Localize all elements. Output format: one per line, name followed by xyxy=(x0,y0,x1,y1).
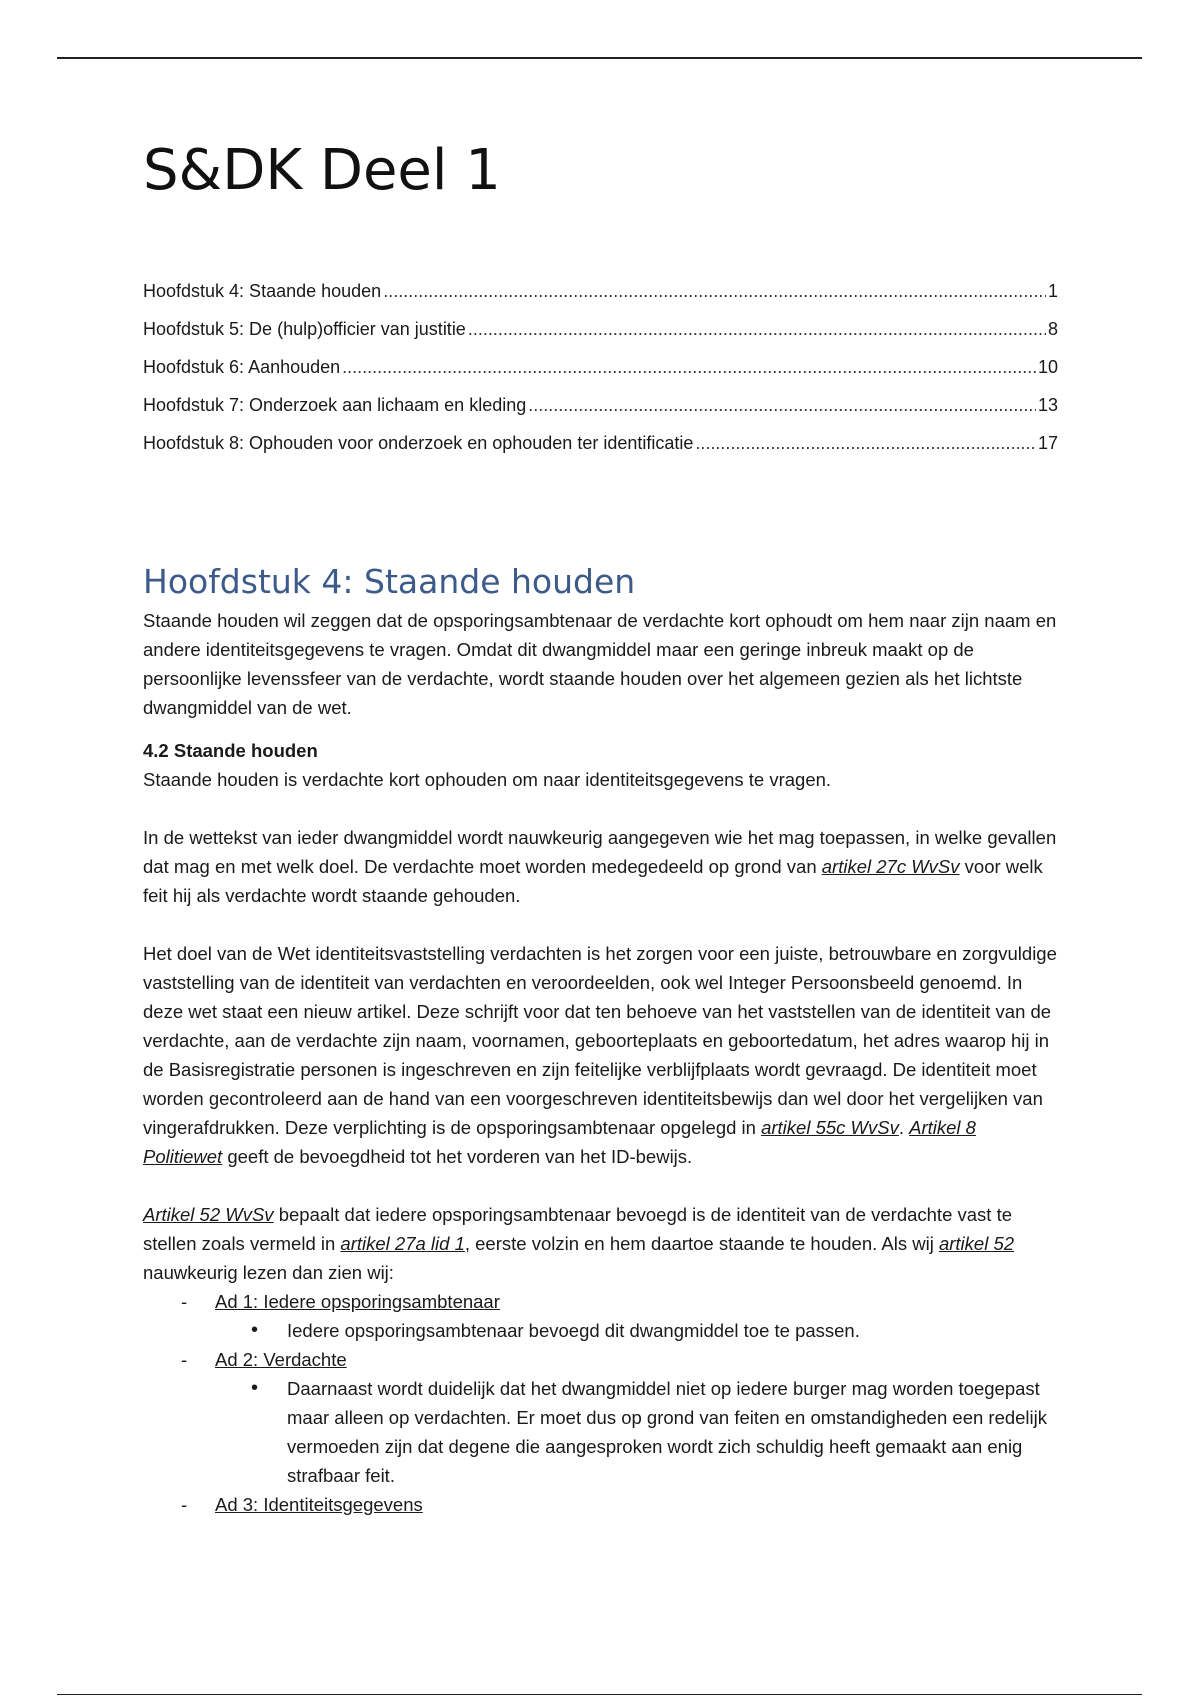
law-reference-link[interactable]: artikel 27c WvSv xyxy=(821,855,960,877)
article-elements-list xyxy=(143,1287,1058,1519)
table-of-contents xyxy=(143,272,1058,462)
text: geeft de bevoegdheid tot het vorderen van het ID-bewijs. xyxy=(222,1145,693,1167)
list-item: • Iedere opsporingsambtenaar bevoegd dit dwangmiddel toe te passen. xyxy=(287,1316,1058,1345)
toc-entry-label: Hoofdstuk 4: Staande houden xyxy=(143,281,382,301)
footer-rule xyxy=(57,1694,1142,1695)
toc-leader-dots xyxy=(695,424,1036,462)
subsection-heading: 4.2 Staande houden xyxy=(143,739,318,761)
toc-entry-page: 17 xyxy=(1037,433,1058,453)
list-item xyxy=(215,1490,1058,1519)
paragraph-3 xyxy=(143,939,1058,1171)
toc-entry[interactable] xyxy=(143,386,1058,424)
paragraph-4 xyxy=(143,1200,1058,1287)
toc-entry-label: Hoofdstuk 5: De (hulp)officier van justitie xyxy=(143,319,466,339)
list-item xyxy=(215,1287,1058,1345)
toc-entry[interactable] xyxy=(143,272,1058,310)
toc-entry-label: Hoofdstuk 8: Ophouden voor onderzoek en ophouden ter identificatie xyxy=(143,433,694,453)
toc-entry-label: Hoofdstuk 7: Onderzoek aan lichaam en kleding xyxy=(143,395,527,415)
intro-paragraph: Staande houden wil zeggen dat de opsporingsambtenaar de verdachte kort ophoudt om hem naar zijn naam en andere identiteitsgegevens te vragen. Omdat dit dwangmiddel maar een geringe inbreuk maakt op de persoonlijke levenssfeer van de verdachte, wordt staande houden over het algemeen gezien als het lichtste dwangmiddel van de wet. xyxy=(143,609,1057,718)
ad-label: Ad 1: Iedere opsporingsambtenaar xyxy=(215,1290,500,1312)
ad-label: Ad 3: Identiteitsgegevens xyxy=(215,1493,423,1515)
header-rule xyxy=(57,57,1142,59)
toc-entry[interactable] xyxy=(143,310,1058,348)
paragraph-2 xyxy=(143,823,1058,910)
law-reference-link[interactable]: Artikel 52 WvSv xyxy=(143,1203,274,1225)
list-item: • Daarnaast wordt duidelijk dat het dwangmiddel niet op iedere burger mag worden toegepast maar alleen op verdachten. Er moet dus op grond van feiten en omstandigheden een redelijk vermoeden zijn dat degene die aangesproken wordt zich schuldig heeft gemaakt aan enig strafbaar feit. xyxy=(287,1374,1058,1490)
law-reference-link[interactable]: Artikel 8 Politiewet xyxy=(143,1116,976,1167)
toc-entry[interactable] xyxy=(143,348,1058,386)
toc-entry[interactable] xyxy=(143,424,1058,462)
toc-entry-page: 1 xyxy=(1047,281,1058,301)
definition-paragraph: Staande houden is verdachte kort ophouden om naar identiteitsgegevens te vragen. xyxy=(143,768,832,790)
text: voor welk feit hij als verdachte wordt staande gehouden. xyxy=(143,855,1043,906)
text: nauwkeurig lezen dan zien wij: xyxy=(143,1261,394,1283)
list-item xyxy=(215,1345,1058,1490)
law-reference-link[interactable]: artikel 27a lid 1 xyxy=(340,1232,465,1254)
document-title: S&DK Deel 1 xyxy=(143,138,501,203)
toc-leader-dots xyxy=(342,348,1036,386)
text: . xyxy=(898,1116,910,1138)
law-reference-link[interactable]: artikel 55c WvSv xyxy=(761,1116,899,1138)
toc-entry-label: Hoofdstuk 6: Aanhouden xyxy=(143,357,341,377)
text: Het doel van de Wet identiteitsvaststelling verdachten is het zorgen voor een juiste, betrouwbare en zorgvuldige vaststelling van de identiteit van verdachten en veroordeelden, ook wel Integer Persoonsbeeld genoemd. In deze wet staat een nieuw artikel. Deze schrijft voor dat ten behoeve van het vaststellen van de identiteit van de verdachte, aan de verdachte zijn naam, voornamen, geboorteplaats en geboortedatum, het adres waarop hij in de Basisregistratie personen is ingeschreven en zijn feitelijke verblijfplaats wordt gevraagd. De identiteit moet worden gecontroleerd aan de hand van een voorgeschreven identiteitsbewijs dan wel door het vergelijken van vingerafdrukken. Deze verplichting is de opsporingsambtenaar opgelegd in xyxy=(143,942,1057,1138)
chapter-4-section xyxy=(143,562,1058,1519)
toc-leader-dots xyxy=(528,386,1036,424)
ad-label: Ad 2: Verdachte xyxy=(215,1348,347,1370)
text: In de wettekst van ieder dwangmiddel wordt nauwkeurig aangegeven wie het mag toepassen, in welke gevallen dat mag en met welk doel. De verdachte moet worden medegedeeld op grond van xyxy=(143,826,1057,877)
toc-leader-dots xyxy=(468,310,1046,348)
text: , eerste volzin en hem daartoe staande te houden. Als wij xyxy=(464,1232,939,1254)
toc-entry-page: 13 xyxy=(1037,395,1058,415)
toc-entry-page: 8 xyxy=(1047,319,1058,339)
toc-entry-page: 10 xyxy=(1037,357,1058,377)
text: bepaalt dat iedere opsporingsambtenaar bevoegd is de identiteit van de verdachte vast te stellen zoals vermeld in xyxy=(143,1203,1012,1254)
chapter-heading: Hoofdstuk 4: Staande houden xyxy=(143,562,636,601)
toc-leader-dots xyxy=(383,272,1046,310)
law-reference-link[interactable]: artikel 52 xyxy=(938,1232,1015,1254)
